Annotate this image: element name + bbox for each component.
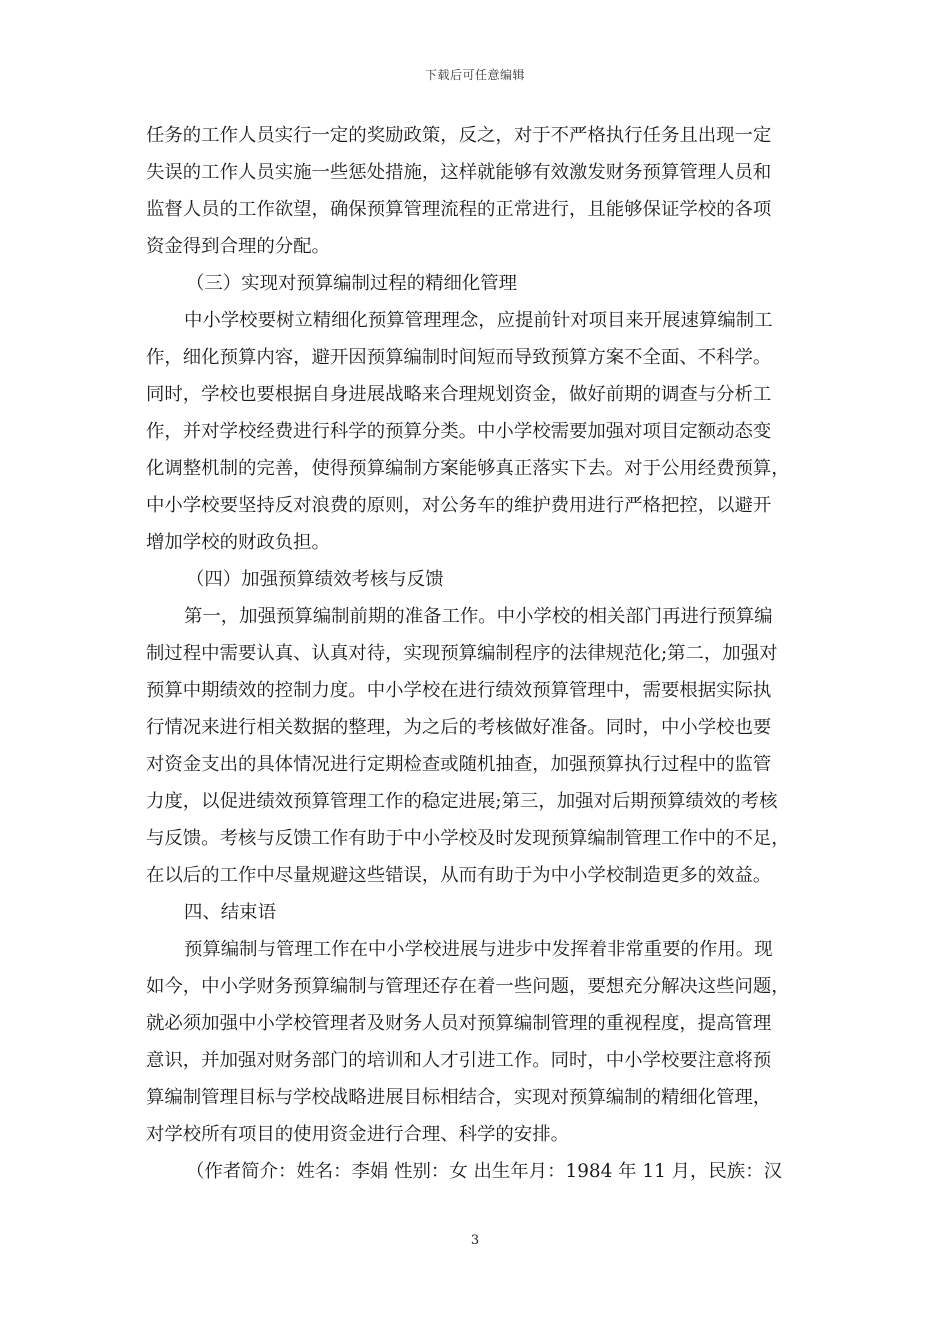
paragraph-line: 中小学校要树立精细化预算管理理念，应提前针对项目来开展速算编制工 xyxy=(184,310,773,331)
paragraph-line: 预算编制与管理工作在中小学校进展与进步中发挥着非常重要的作用。现 xyxy=(184,939,773,960)
paragraph-line: 失误的工作人员实施一些惩处措施，这样就能够有效激发财务预算管理人员和 xyxy=(146,162,772,183)
paragraph-line: 对资金支出的具体情况进行定期检查或随机抽查，加强预算执行过程中的监管 xyxy=(146,754,772,775)
paragraph-line: 增加学校的财政负担。 xyxy=(146,532,330,553)
paragraph-line: 同时，学校也要根据自身进展战略来合理规划资金，做好前期的调查与分析工 xyxy=(146,384,772,405)
paragraph-line: 作，细化预算内容，避开因预算编制时间短而导致预算方案不全面、不科学。 xyxy=(146,347,772,368)
paragraph-line: 中小学校要坚持反对浪费的原则，对公务车的维护费用进行严格把控，以避开 xyxy=(146,495,772,516)
document-body xyxy=(146,117,818,1190)
page-number: 3 xyxy=(470,1233,480,1248)
section-heading: 四、结束语 xyxy=(184,902,276,923)
paragraph-line: 第一，加强预算编制前期的准备工作。中小学校的相关部门再进行预算编 xyxy=(184,606,773,627)
paragraph-line: 就必须加强中小学校管理者及财务人员对预算编制管理的重视程度，提高管理 xyxy=(146,1013,772,1034)
paragraph-line: 监督人员的工作欲望，确保预算管理流程的正常进行，且能够保证学校的各项 xyxy=(146,199,772,220)
paragraph-line: 作，并对学校经费进行科学的预算分类。中小学校需要加强对项目定额动态变 xyxy=(146,421,772,442)
section-heading: （三）实现对预算编制过程的精细化管理 xyxy=(186,273,518,294)
page-header: 下载后可任意编辑 xyxy=(424,68,525,82)
paragraph-line: 行情况来进行相关数据的整理，为之后的考核做好准备。同时，中小学校也要 xyxy=(146,717,772,738)
paragraph-line: 任务的工作人员实行一定的奖励政策，反之，对于不严格执行任务且出现一定 xyxy=(146,125,772,146)
paragraph-line: 与反馈。考核与反馈工作有助于中小学校及时发现预算编制管理工作中的不足， xyxy=(146,828,790,849)
paragraph-line: 制过程中需要认真、认真对待，实现预算编制程序的法律规范化;第二，加强对 xyxy=(146,643,778,664)
paragraph-line: 化调整机制的完善，使得预算编制方案能够真正落实下去。对于公用经费预算， xyxy=(146,458,790,479)
paragraph-line: 对学校所有项目的使用资金进行合理、科学的安排。 xyxy=(146,1124,569,1145)
paragraph-line: 如今，中小学财务预算编制与管理还存在着一些问题，要想充分解决这些问题， xyxy=(146,976,790,997)
paragraph-line: 力度，以促进绩效预算管理工作的稳定进展;第三，加强对后期预算绩效的考核 xyxy=(146,791,778,812)
author-note-line: （作者简介：姓名：李娟 性别：女 出生年月：1984 年 11 月，民族：汉 xyxy=(186,1161,782,1182)
section-heading: （四）加强预算绩效考核与反馈 xyxy=(186,569,444,590)
paragraph-line: 资金得到合理的分配。 xyxy=(146,236,330,257)
paragraph-line: 算编制管理目标与学校战略进展目标相结合，实现对预算编制的精细化管理， xyxy=(146,1087,772,1108)
paragraph-line: 在以后的工作中尽量规避这些错误，从而有助于为中小学校制造更多的效益。 xyxy=(146,865,772,886)
paragraph-line: 预算中期绩效的控制力度。中小学校在进行绩效预算管理中，需要根据实际执 xyxy=(146,680,772,701)
paragraph-line: 意识，并加强对财务部门的培训和人才引进工作。同时，中小学校要注意将预 xyxy=(146,1050,772,1071)
